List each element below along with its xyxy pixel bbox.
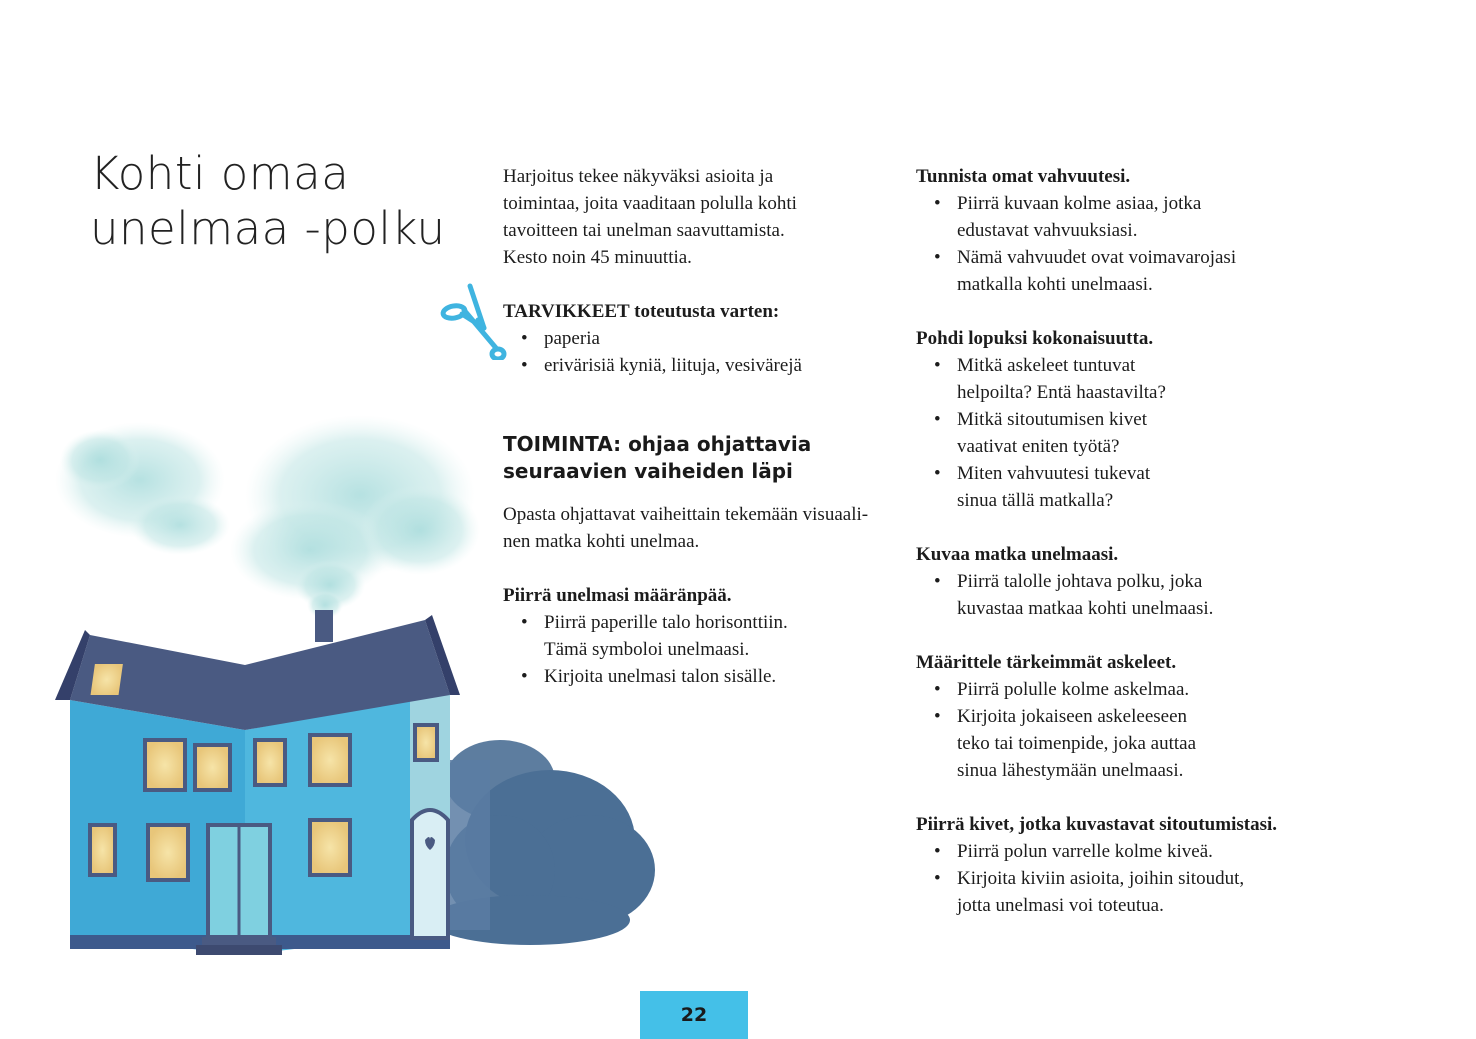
list-item (916, 460, 1356, 514)
list-item-line: • Mitkä askeleet tuntuvat (957, 355, 1136, 376)
intro-paragraph (503, 163, 903, 271)
step-list (916, 190, 1356, 298)
activity-heading-line-1: TOIMINTA: ohjaa ohjattavia (503, 432, 812, 456)
step-list (916, 352, 1356, 514)
step-heading: Piirrä unelmasi määränpää. (503, 585, 732, 606)
list-item-line: • Piirrä paperille talo horisonttiin. (544, 612, 788, 633)
list-item-line: edustavat vahvuuksiasi. (957, 220, 1138, 241)
list-item-line: • Miten vahvuutesi tukevat (957, 463, 1151, 484)
list-item-line: teko tai toimenpide, joka auttaa (957, 733, 1197, 754)
chimney (315, 610, 333, 642)
step-heading: Määrittele tärkeimmät askeleet. (916, 652, 1177, 673)
list-item (916, 352, 1356, 406)
watercolor-house-illustration (30, 400, 670, 970)
intro-line: toimintaa, joita vaaditaan polulla kohti (503, 193, 797, 214)
step-journey (916, 541, 1356, 622)
step-list (916, 676, 1356, 784)
smoke-clouds (55, 415, 480, 619)
step-list (916, 568, 1356, 622)
list-item: • Kirjoita unelmasi talon sisälle. (503, 663, 903, 690)
step-key-steps (916, 649, 1356, 784)
list-item-line: matkalla kohti unelmaasi. (957, 274, 1153, 295)
list-item (916, 568, 1356, 622)
activity-desc-line: Opasta ohjattavat vaiheittain tekemään visuaali- (503, 504, 869, 525)
list-item-line: sinua lähestymään unelmaasi. (957, 760, 1184, 781)
scissors-icon (440, 280, 510, 360)
list-item-line: • Kirjoita jokaiseen askeleeseen (957, 706, 1188, 727)
list-item-line: jotta unelmasi voi toteutua. (957, 895, 1164, 916)
step-heading: Pohdi lopuksi kokonaisuutta. (916, 328, 1154, 349)
page-number-badge (640, 991, 748, 1039)
list-item (916, 244, 1356, 298)
list-item-line: • Piirrä kuvaan kolme asiaa, jotka (957, 193, 1202, 214)
step-whole (916, 325, 1356, 514)
page-title (90, 146, 490, 256)
supplies-heading: TARVIKKEET toteutusta varten: (503, 301, 780, 322)
step-heading: Tunnista omat vahvuutesi. (916, 166, 1131, 187)
intro-line: Harjoitus tekee näkyväksi asioita ja (503, 166, 774, 187)
list-item-line: vaativat eniten työtä? (957, 436, 1120, 457)
list-item-line: Tämä symboloi unelmaasi. (544, 639, 750, 660)
page-title-line-1: Kohti omaa (90, 147, 350, 200)
list-item-line: • Mitkä sitoutumisen kivet (957, 409, 1147, 430)
step-list (916, 838, 1356, 919)
list-item: • Piirrä polun varrelle kolme kiveä. (916, 838, 1356, 865)
house (55, 615, 460, 955)
list-item: • Piirrä polulle kolme askelmaa. (916, 676, 1356, 703)
bushes (430, 740, 655, 945)
step-stones (916, 811, 1356, 919)
list-item-line: • Piirrä talolle johtava polku, joka (957, 571, 1203, 592)
intro-line: tavoitteen tai unelman saavuttamista. (503, 220, 785, 241)
activity-heading-line-2: seuraavien vaiheiden läpi (503, 459, 793, 483)
step-heading: Piirrä kivet, jotka kuvastavat sitoutumistasi. (916, 814, 1277, 835)
activity-desc-line: nen matka kohti unelmaa. (503, 531, 700, 552)
list-item-line: • Nämä vahvuudet ovat voimavarojasi (957, 247, 1237, 268)
list-item (916, 406, 1356, 460)
list-item-line: helpoilta? Entä haastavilta? (957, 382, 1166, 403)
list-item-line: kuvastaa matkaa kohti unelmaasi. (957, 598, 1214, 619)
page-number: 22 (680, 1004, 708, 1026)
list-item (916, 190, 1356, 244)
supplies-list (503, 325, 903, 379)
list-item-line: • Kirjoita kiviin asioita, joihin sitoudut, (957, 868, 1245, 889)
intro-line: Kesto noin 45 minuuttia. (503, 247, 692, 268)
list-item (916, 703, 1356, 784)
page-title-line-2: unelmaa -polku (90, 202, 446, 255)
step-heading: Kuvaa matka unelmaasi. (916, 544, 1119, 565)
list-item: • erivärisiä kyniä, liituja, vesivärejä (503, 352, 903, 379)
list-item-line: sinua tällä matkalla? (957, 490, 1114, 511)
supplies-section (503, 298, 903, 379)
list-item (916, 865, 1356, 919)
step-strengths (916, 163, 1356, 298)
list-item: • paperia (503, 325, 903, 352)
right-column (916, 163, 1356, 919)
